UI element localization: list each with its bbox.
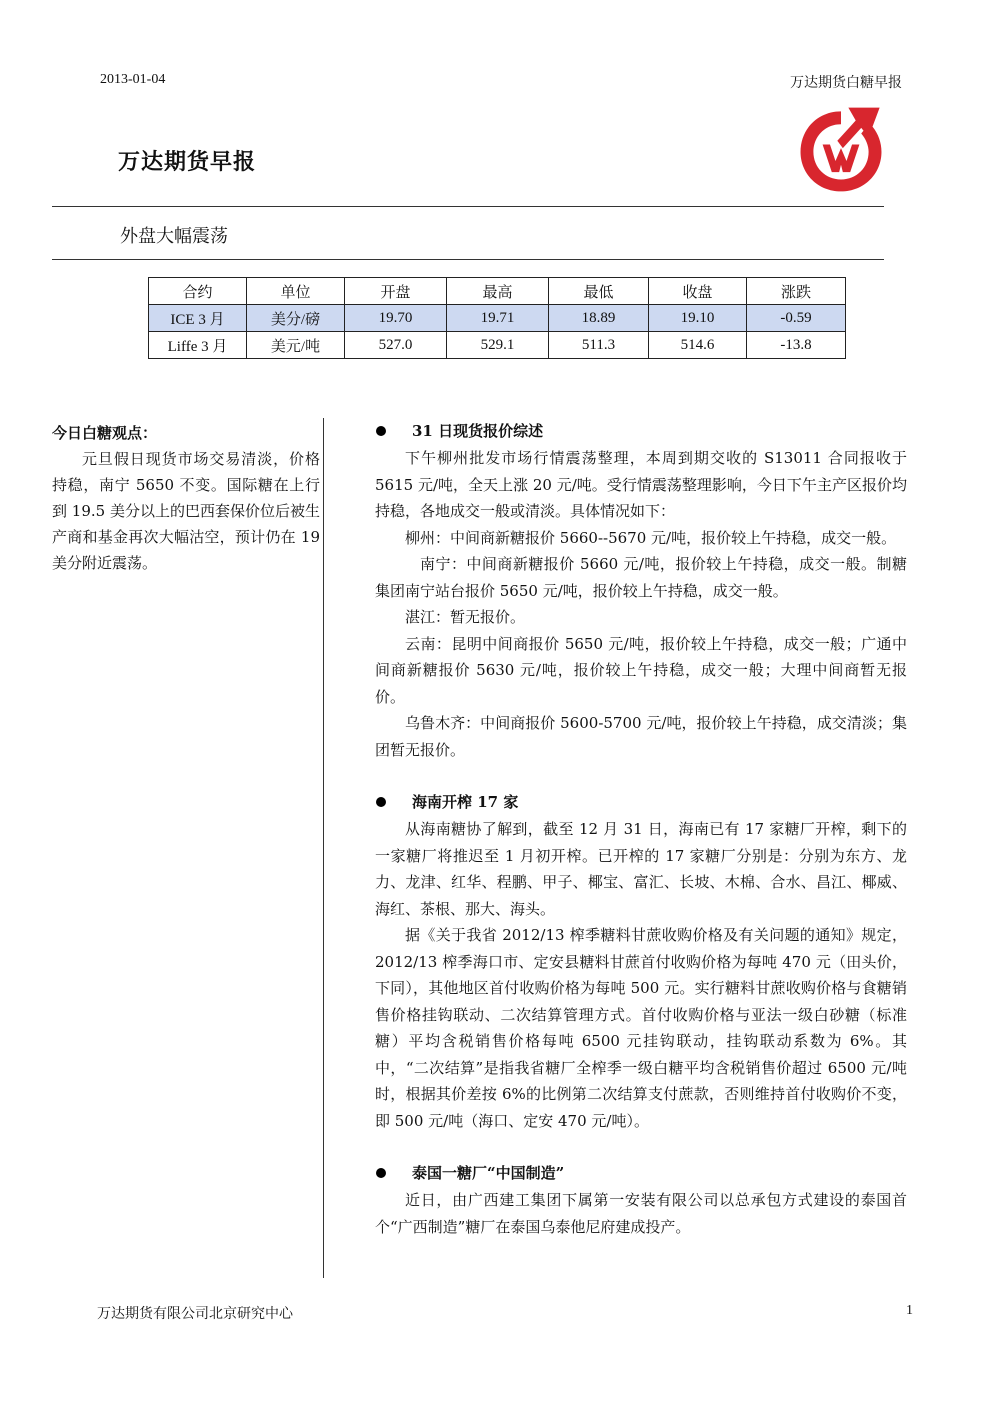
table-header: 合约 xyxy=(149,278,247,305)
paragraph: 柳州：中间商新糖报价 5660--5670 元/吨，报价较上午持稳，成交一般。 xyxy=(405,528,897,547)
news-section-thailand xyxy=(375,1160,907,1240)
table-cell: 19.70 xyxy=(345,305,447,332)
news-column xyxy=(375,418,907,1240)
section-heading xyxy=(375,789,907,816)
table-header: 最高 xyxy=(447,278,549,305)
table-cell: 19.71 xyxy=(447,305,549,332)
table-cell: 514.6 xyxy=(649,332,747,359)
quote-table xyxy=(148,277,846,359)
table-row xyxy=(149,305,846,332)
bullet-icon xyxy=(376,797,386,807)
table-cell: -0.59 xyxy=(747,305,846,332)
table-row xyxy=(149,332,846,359)
table-header: 涨跌 xyxy=(747,278,846,305)
page-title: 万达期货早报 xyxy=(118,149,257,175)
section-heading xyxy=(375,418,907,445)
table-cell: 18.89 xyxy=(549,305,649,332)
report-date: 2013-01-04 xyxy=(100,72,166,87)
paragraph: 据《关于我省 2012/13 榨季糖料甘蔗收购价格及有关问题的通知》规定，2012/13 榨季海口市、定安县糖料甘蔗首付收购价格为每吨 470 元（田头价，下同），其他地区首付收购价格为每吨 500 元。实行糖料甘蔗收购价格与食糖销售价格挂钩联动、二次结算管理方式。首付收购价格与亚法一级白砂糖（标准糖）平均含税销售价格每吨 6500 元挂钩联动，挂钩联动系数为 6%。其中，“二次结算”是指我省糖厂全榨季一级白糖平均含税销售价超过 6500 元/吨时，根据其价差按 6%的比例第二次结算支付蔗款，否则维持首付收购价不变，即 500 元/吨（海口、定安 470 元/吨）。 xyxy=(375,926,907,1130)
footer-org: 万达期货有限公司北京研究中心 xyxy=(97,1306,293,1322)
page-number: 1 xyxy=(906,1303,913,1318)
wanda-logo-icon xyxy=(795,104,887,196)
paragraph: 云南：昆明中间商报价 5650 元/吨，报价较上午持稳，成交一般；广通中间商新糖报价 5630 元/吨，报价较上午持稳，成交一般；大理中间商暂无报价。 xyxy=(375,634,907,706)
paragraph: 下午柳州批发市场行情震荡整理，本周到期交收的 S13011 合同报收于 5615 元/吨，全天上涨 20 元/吨。受行情震荡整理影响，今日下午主产区报价均持稳，各地成交一般或清淡。具体情况如下： xyxy=(375,449,907,520)
table-cell: 美元/吨 xyxy=(247,332,345,359)
bullet-icon xyxy=(376,426,386,436)
section-heading-text: 31 日现货报价综述 xyxy=(412,422,544,440)
news-section-spot xyxy=(375,418,907,763)
report-name: 万达期货白糖早报 xyxy=(790,75,902,91)
paragraph: 南宁：中间商新糖报价 5660 元/吨，报价较上午持稳，成交一般。制糖集团南宁站台报价 5650 元/吨，报价较上午持稳，成交一般。 xyxy=(375,555,907,600)
table-header: 最低 xyxy=(549,278,649,305)
view-panel xyxy=(52,420,320,576)
table-cell: -13.8 xyxy=(747,332,846,359)
table-cell: 527.0 xyxy=(345,332,447,359)
view-body: 元旦假日现货市场交易清淡，价格持稳，南宁 5650 不变。国际糖在上行到 19.5 美分以上的巴西套保价位后被生产商和基金再次大幅沽空，预计仍在 19 美分附近震荡。 xyxy=(52,450,320,572)
column-divider xyxy=(323,418,324,1278)
paragraph: 近日，由广西建工集团下属第一安装有限公司以总承包方式建设的泰国首个“广西制造”糖厂在泰国乌泰他尼府建成投产。 xyxy=(375,1191,907,1236)
table-header: 收盘 xyxy=(649,278,747,305)
divider-bottom xyxy=(52,259,884,260)
section-gap xyxy=(375,1134,907,1160)
table-header: 单位 xyxy=(247,278,345,305)
table-cell: Liffe 3 月 xyxy=(149,332,247,359)
view-heading: 今日白糖观点： xyxy=(52,424,158,442)
table-header-row xyxy=(149,278,846,305)
section-heading xyxy=(375,1160,907,1187)
table-cell: 529.1 xyxy=(447,332,549,359)
table-cell: 19.10 xyxy=(649,305,747,332)
bullet-icon xyxy=(376,1168,386,1178)
table-cell: 美分/磅 xyxy=(247,305,345,332)
section-heading-text: 海南开榨 17 家 xyxy=(412,793,519,811)
page-subtitle: 外盘大幅震荡 xyxy=(120,226,228,247)
paragraph: 从海南糖协了解到，截至 12 月 31 日，海南已有 17 家糖厂开榨，剩下的一家糖厂将推迟至 1 月初开榨。已开榨的 17 家糖厂分别是：分别为东方、龙力、龙津、红华、程鹏、甲子、椰宝、富汇、长坡、木棉、合水、昌江、椰威、海红、茶根、那大、海头。 xyxy=(375,820,907,918)
news-section-hainan xyxy=(375,789,907,1134)
table-cell: 511.3 xyxy=(549,332,649,359)
section-heading-text: 泰国一糖厂“中国制造” xyxy=(412,1164,565,1182)
section-gap xyxy=(375,763,907,789)
paragraph: 乌鲁木齐：中间商报价 5600-5700 元/吨，报价较上午持稳，成交清淡；集团暂无报价。 xyxy=(375,714,907,759)
table-header: 开盘 xyxy=(345,278,447,305)
table-cell: ICE 3 月 xyxy=(149,305,247,332)
divider-top xyxy=(52,206,884,207)
paragraph: 湛江：暂无报价。 xyxy=(405,608,526,626)
